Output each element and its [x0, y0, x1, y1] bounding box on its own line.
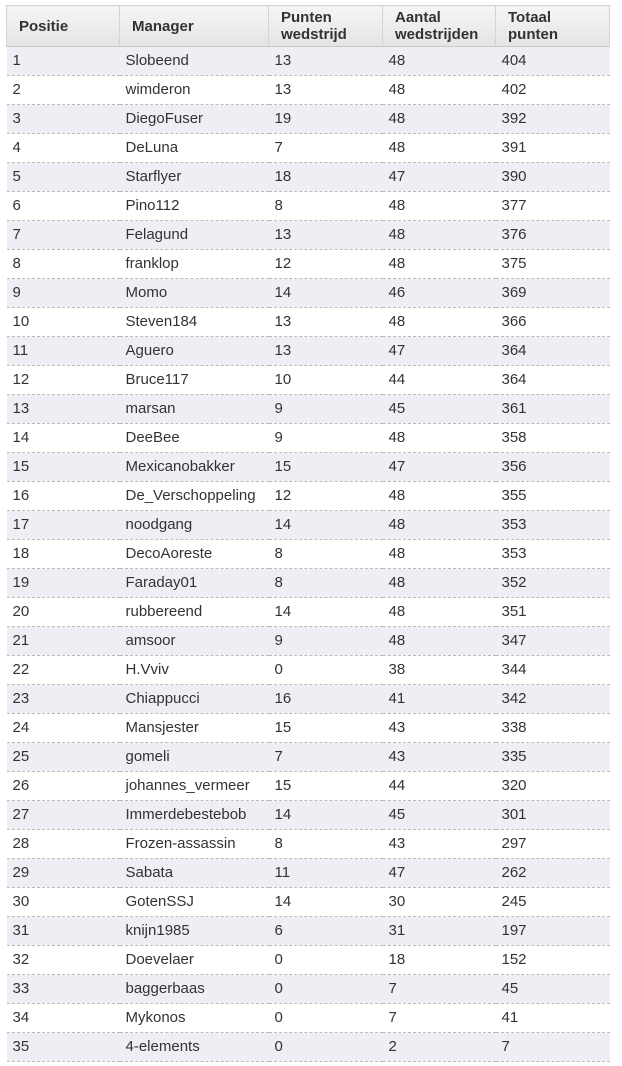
- cell-position: 35: [7, 1033, 120, 1062]
- ranking-table: [6, 5, 610, 1062]
- cell-matches-played: 47: [383, 859, 496, 888]
- cell-matches-played: 2: [383, 1033, 496, 1062]
- cell-position: 28: [7, 830, 120, 859]
- cell-position: 25: [7, 743, 120, 772]
- cell-match-points: 12: [269, 250, 383, 279]
- cell-matches-played: 46: [383, 279, 496, 308]
- cell-total-points: 355: [496, 482, 610, 511]
- cell-matches-played: 44: [383, 772, 496, 801]
- cell-match-points: 15: [269, 714, 383, 743]
- cell-total-points: 320: [496, 772, 610, 801]
- cell-position: 12: [7, 366, 120, 395]
- cell-total-points: 390: [496, 163, 610, 192]
- cell-total-points: 358: [496, 424, 610, 453]
- cell-match-points: 18: [269, 163, 383, 192]
- cell-total-points: 351: [496, 598, 610, 627]
- cell-total-points: 364: [496, 337, 610, 366]
- table-row: [7, 656, 610, 685]
- cell-total-points: 404: [496, 47, 610, 76]
- cell-match-points: 9: [269, 424, 383, 453]
- cell-match-points: 0: [269, 1004, 383, 1033]
- cell-matches-played: 47: [383, 337, 496, 366]
- cell-match-points: 0: [269, 946, 383, 975]
- cell-match-points: 14: [269, 511, 383, 540]
- cell-position: 31: [7, 917, 120, 946]
- cell-matches-played: 48: [383, 192, 496, 221]
- cell-position: 26: [7, 772, 120, 801]
- table-row: [7, 1033, 610, 1062]
- cell-matches-played: 7: [383, 975, 496, 1004]
- cell-manager: H.Vviv: [120, 656, 269, 685]
- table-row: [7, 308, 610, 337]
- cell-match-points: 6: [269, 917, 383, 946]
- cell-total-points: 262: [496, 859, 610, 888]
- column-header-manager[interactable]: Manager: [120, 6, 269, 47]
- cell-match-points: 0: [269, 975, 383, 1004]
- cell-match-points: 7: [269, 134, 383, 163]
- cell-match-points: 7: [269, 743, 383, 772]
- table-row: [7, 830, 610, 859]
- cell-matches-played: 48: [383, 308, 496, 337]
- cell-total-points: 366: [496, 308, 610, 337]
- cell-manager: Aguero: [120, 337, 269, 366]
- cell-match-points: 13: [269, 337, 383, 366]
- cell-manager: amsoor: [120, 627, 269, 656]
- cell-total-points: 297: [496, 830, 610, 859]
- cell-matches-played: 48: [383, 76, 496, 105]
- cell-matches-played: 48: [383, 424, 496, 453]
- table-row: [7, 279, 610, 308]
- cell-position: 4: [7, 134, 120, 163]
- cell-matches-played: 48: [383, 511, 496, 540]
- cell-matches-played: 18: [383, 946, 496, 975]
- cell-manager: Frozen-assassin: [120, 830, 269, 859]
- table-row: [7, 569, 610, 598]
- cell-total-points: 376: [496, 221, 610, 250]
- table-row: [7, 859, 610, 888]
- cell-matches-played: 43: [383, 714, 496, 743]
- cell-total-points: 45: [496, 975, 610, 1004]
- ranking-table-container: [6, 5, 609, 1062]
- cell-matches-played: 43: [383, 743, 496, 772]
- cell-total-points: 356: [496, 453, 610, 482]
- cell-matches-played: 48: [383, 134, 496, 163]
- cell-position: 19: [7, 569, 120, 598]
- cell-manager: Bruce117: [120, 366, 269, 395]
- table-body: [7, 47, 610, 1062]
- cell-position: 32: [7, 946, 120, 975]
- cell-total-points: 41: [496, 1004, 610, 1033]
- table-row: [7, 511, 610, 540]
- table-row: [7, 395, 610, 424]
- table-row: [7, 946, 610, 975]
- cell-total-points: 344: [496, 656, 610, 685]
- cell-matches-played: 48: [383, 627, 496, 656]
- cell-manager: Momo: [120, 279, 269, 308]
- cell-total-points: 335: [496, 743, 610, 772]
- cell-matches-played: 41: [383, 685, 496, 714]
- cell-total-points: 377: [496, 192, 610, 221]
- cell-match-points: 13: [269, 47, 383, 76]
- cell-total-points: 352: [496, 569, 610, 598]
- cell-position: 7: [7, 221, 120, 250]
- cell-match-points: 16: [269, 685, 383, 714]
- cell-position: 33: [7, 975, 120, 1004]
- cell-total-points: 197: [496, 917, 610, 946]
- cell-position: 24: [7, 714, 120, 743]
- cell-manager: Sabata: [120, 859, 269, 888]
- cell-matches-played: 48: [383, 221, 496, 250]
- cell-manager: DeeBee: [120, 424, 269, 453]
- cell-manager: noodgang: [120, 511, 269, 540]
- cell-match-points: 0: [269, 656, 383, 685]
- cell-match-points: 15: [269, 772, 383, 801]
- cell-matches-played: 43: [383, 830, 496, 859]
- cell-total-points: 342: [496, 685, 610, 714]
- cell-manager: Chiappucci: [120, 685, 269, 714]
- cell-total-points: 338: [496, 714, 610, 743]
- cell-manager: DiegoFuser: [120, 105, 269, 134]
- table-row: [7, 221, 610, 250]
- cell-manager: gomeli: [120, 743, 269, 772]
- cell-manager: baggerbaas: [120, 975, 269, 1004]
- cell-manager: 4-elements: [120, 1033, 269, 1062]
- table-row: [7, 743, 610, 772]
- cell-matches-played: 48: [383, 540, 496, 569]
- cell-position: 8: [7, 250, 120, 279]
- cell-manager: Mansjester: [120, 714, 269, 743]
- cell-manager: Immerdebestebob: [120, 801, 269, 830]
- table-row: [7, 801, 610, 830]
- column-header-punten-wedstrijd[interactable]: Punten wedstrijd: [269, 6, 383, 47]
- cell-matches-played: 48: [383, 569, 496, 598]
- cell-total-points: 402: [496, 76, 610, 105]
- cell-manager: Slobeend: [120, 47, 269, 76]
- table-row: [7, 714, 610, 743]
- cell-total-points: 392: [496, 105, 610, 134]
- cell-position: 34: [7, 1004, 120, 1033]
- cell-position: 9: [7, 279, 120, 308]
- cell-matches-played: 30: [383, 888, 496, 917]
- cell-matches-played: 48: [383, 250, 496, 279]
- cell-manager: Steven184: [120, 308, 269, 337]
- cell-position: 30: [7, 888, 120, 917]
- cell-manager: De_Verschoppeling: [120, 482, 269, 511]
- cell-position: 20: [7, 598, 120, 627]
- cell-total-points: 353: [496, 511, 610, 540]
- table-row: [7, 163, 610, 192]
- cell-match-points: 9: [269, 395, 383, 424]
- table-row: [7, 540, 610, 569]
- cell-position: 21: [7, 627, 120, 656]
- table-row: [7, 424, 610, 453]
- table-header-row: [7, 6, 610, 47]
- table-row: [7, 366, 610, 395]
- table-row: [7, 888, 610, 917]
- cell-position: 15: [7, 453, 120, 482]
- column-header-positie[interactable]: Positie: [7, 6, 120, 47]
- cell-position: 1: [7, 47, 120, 76]
- cell-manager: Felagund: [120, 221, 269, 250]
- cell-total-points: 152: [496, 946, 610, 975]
- cell-match-points: 15: [269, 453, 383, 482]
- cell-position: 10: [7, 308, 120, 337]
- cell-match-points: 0: [269, 1033, 383, 1062]
- table-row: [7, 250, 610, 279]
- cell-matches-played: 47: [383, 453, 496, 482]
- table-row: [7, 975, 610, 1004]
- cell-matches-played: 48: [383, 105, 496, 134]
- cell-total-points: 364: [496, 366, 610, 395]
- cell-manager: marsan: [120, 395, 269, 424]
- cell-position: 27: [7, 801, 120, 830]
- cell-manager: wimderon: [120, 76, 269, 105]
- cell-matches-played: 7: [383, 1004, 496, 1033]
- cell-match-points: 12: [269, 482, 383, 511]
- cell-matches-played: 44: [383, 366, 496, 395]
- cell-match-points: 11: [269, 859, 383, 888]
- cell-position: 3: [7, 105, 120, 134]
- cell-position: 29: [7, 859, 120, 888]
- cell-match-points: 13: [269, 76, 383, 105]
- cell-matches-played: 47: [383, 163, 496, 192]
- cell-total-points: 369: [496, 279, 610, 308]
- cell-match-points: 9: [269, 627, 383, 656]
- cell-match-points: 8: [269, 569, 383, 598]
- cell-manager: franklop: [120, 250, 269, 279]
- cell-manager: knijn1985: [120, 917, 269, 946]
- cell-manager: Mykonos: [120, 1004, 269, 1033]
- cell-match-points: 8: [269, 192, 383, 221]
- cell-match-points: 14: [269, 888, 383, 917]
- cell-total-points: 375: [496, 250, 610, 279]
- table-row: [7, 1004, 610, 1033]
- cell-total-points: 347: [496, 627, 610, 656]
- table-row: [7, 453, 610, 482]
- column-header-aantal-wedstrijden[interactable]: Aantal wedstrijden: [383, 6, 496, 47]
- cell-position: 16: [7, 482, 120, 511]
- cell-total-points: 353: [496, 540, 610, 569]
- cell-total-points: 301: [496, 801, 610, 830]
- cell-matches-played: 45: [383, 395, 496, 424]
- table-row: [7, 685, 610, 714]
- cell-total-points: 361: [496, 395, 610, 424]
- cell-position: 6: [7, 192, 120, 221]
- column-header-totaal-punten[interactable]: Totaal punten: [496, 6, 610, 47]
- cell-manager: Faraday01: [120, 569, 269, 598]
- cell-position: 11: [7, 337, 120, 366]
- cell-manager: Doevelaer: [120, 946, 269, 975]
- cell-position: 5: [7, 163, 120, 192]
- cell-position: 23: [7, 685, 120, 714]
- cell-match-points: 14: [269, 598, 383, 627]
- cell-matches-played: 48: [383, 482, 496, 511]
- table-row: [7, 192, 610, 221]
- cell-match-points: 10: [269, 366, 383, 395]
- table-row: [7, 627, 610, 656]
- cell-match-points: 14: [269, 279, 383, 308]
- cell-manager: DecoAoreste: [120, 540, 269, 569]
- cell-position: 18: [7, 540, 120, 569]
- cell-matches-played: 45: [383, 801, 496, 830]
- cell-total-points: 245: [496, 888, 610, 917]
- table-row: [7, 482, 610, 511]
- cell-matches-played: 48: [383, 47, 496, 76]
- cell-manager: rubbereend: [120, 598, 269, 627]
- table-row: [7, 337, 610, 366]
- cell-match-points: 14: [269, 801, 383, 830]
- cell-manager: johannes_vermeer: [120, 772, 269, 801]
- table-row: [7, 772, 610, 801]
- cell-position: 2: [7, 76, 120, 105]
- table-row: [7, 598, 610, 627]
- cell-manager: GotenSSJ: [120, 888, 269, 917]
- cell-manager: DeLuna: [120, 134, 269, 163]
- cell-total-points: 7: [496, 1033, 610, 1062]
- cell-position: 13: [7, 395, 120, 424]
- cell-manager: Mexicanobakker: [120, 453, 269, 482]
- table-row: [7, 917, 610, 946]
- table-row: [7, 105, 610, 134]
- table-row: [7, 134, 610, 163]
- cell-match-points: 19: [269, 105, 383, 134]
- cell-match-points: 8: [269, 540, 383, 569]
- cell-match-points: 8: [269, 830, 383, 859]
- cell-matches-played: 31: [383, 917, 496, 946]
- cell-matches-played: 48: [383, 598, 496, 627]
- table-row: [7, 47, 610, 76]
- table-row: [7, 76, 610, 105]
- cell-match-points: 13: [269, 308, 383, 337]
- cell-matches-played: 38: [383, 656, 496, 685]
- cell-position: 17: [7, 511, 120, 540]
- cell-position: 14: [7, 424, 120, 453]
- cell-position: 22: [7, 656, 120, 685]
- cell-manager: Pino112: [120, 192, 269, 221]
- cell-total-points: 391: [496, 134, 610, 163]
- cell-match-points: 13: [269, 221, 383, 250]
- cell-manager: Starflyer: [120, 163, 269, 192]
